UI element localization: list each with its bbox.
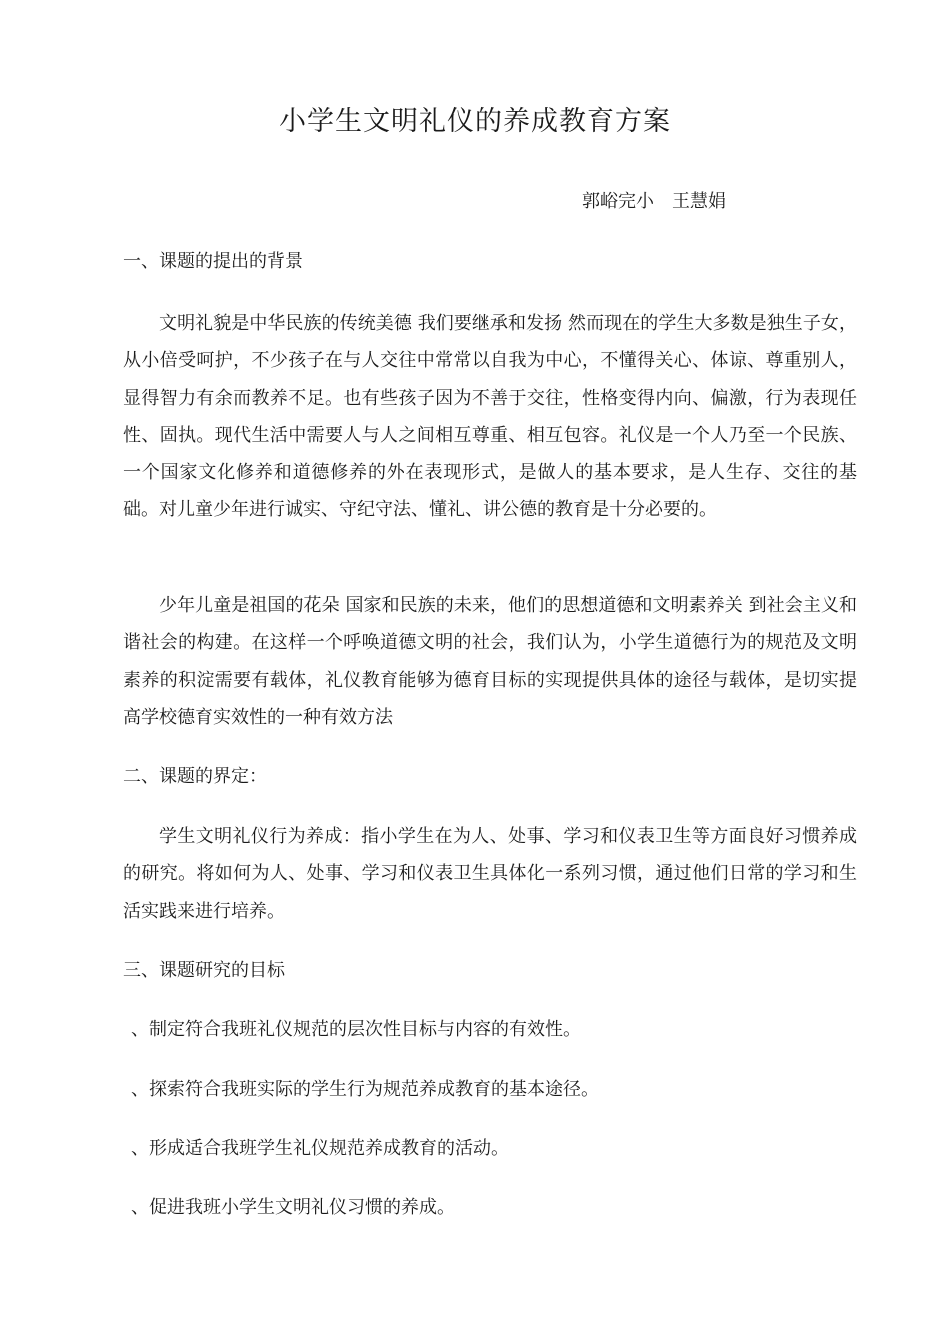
paragraph-definition: 学生文明礼仪行为养成：指小学生在为人、处事、学习和仪表卫生等方面良好习惯养成的研究。将如何为人、处事、学习和仪表卫生具体化一系列习惯，通过他们日常的学习和生活实践来进行培养。 <box>123 826 857 922</box>
goal-item-4: 、促进我班小学生文明礼仪习惯的养成。 <box>131 1197 455 1218</box>
document-title: 小学生文明礼仪的养成教育方案 <box>279 106 671 137</box>
paragraph-background-2: 少年儿童是祖国的花朵 国家和民族的未来，他们的思想道德和文明素养关 到社会主义和谐社会的构建。在这样一个呼唤道德文明的社会，我们认为，小学生道德行为的规范及文明素养的积淀需要有载体，礼仪教育能够为德育目标的实现提供具体的途径与载体，是切实提高学校德育实效性的一种有效方法 <box>123 595 857 728</box>
section-heading-definition: 二、课题的界定： <box>123 766 267 787</box>
paragraph-background-1: 文明礼貌是中华民族的传统美德 我们要继承和发扬 然而现在的学生大多数是独生子女，从小倍受呵护，不少孩子在与人交往中常常以自我为中心，不懂得关心、体谅、尊重别人，显得智力有余而教养不足。也有些孩子因为不善于交往，性格变得内向、偏激，行为表现任性、固执。现代生活中需要人与人之间相互尊重、相互包容。礼仪是一个人乃至一个民族、一个国家文化修养和道德修养的外在表现形式，是做人的基本要求，是人生存、交往的基础。对儿童少年进行诚实、守纪守法、懂礼、讲公德的教育是十分必要的。 <box>123 313 857 521</box>
goal-item-1: 、制定符合我班礼仪规范的层次性目标与内容的有效性。 <box>131 1019 581 1040</box>
goal-item-2: 、探索符合我班实际的学生行为规范养成教育的基本途径。 <box>131 1079 599 1100</box>
goal-item-3: 、形成适合我班学生礼仪规范养成教育的活动。 <box>131 1138 509 1159</box>
section-heading-background: 一、课题的提出的背景 <box>123 251 303 272</box>
section-heading-goals: 三、课题研究的目标 <box>123 960 285 981</box>
author-line: 郭峪完小 王慧娟 <box>582 191 726 212</box>
